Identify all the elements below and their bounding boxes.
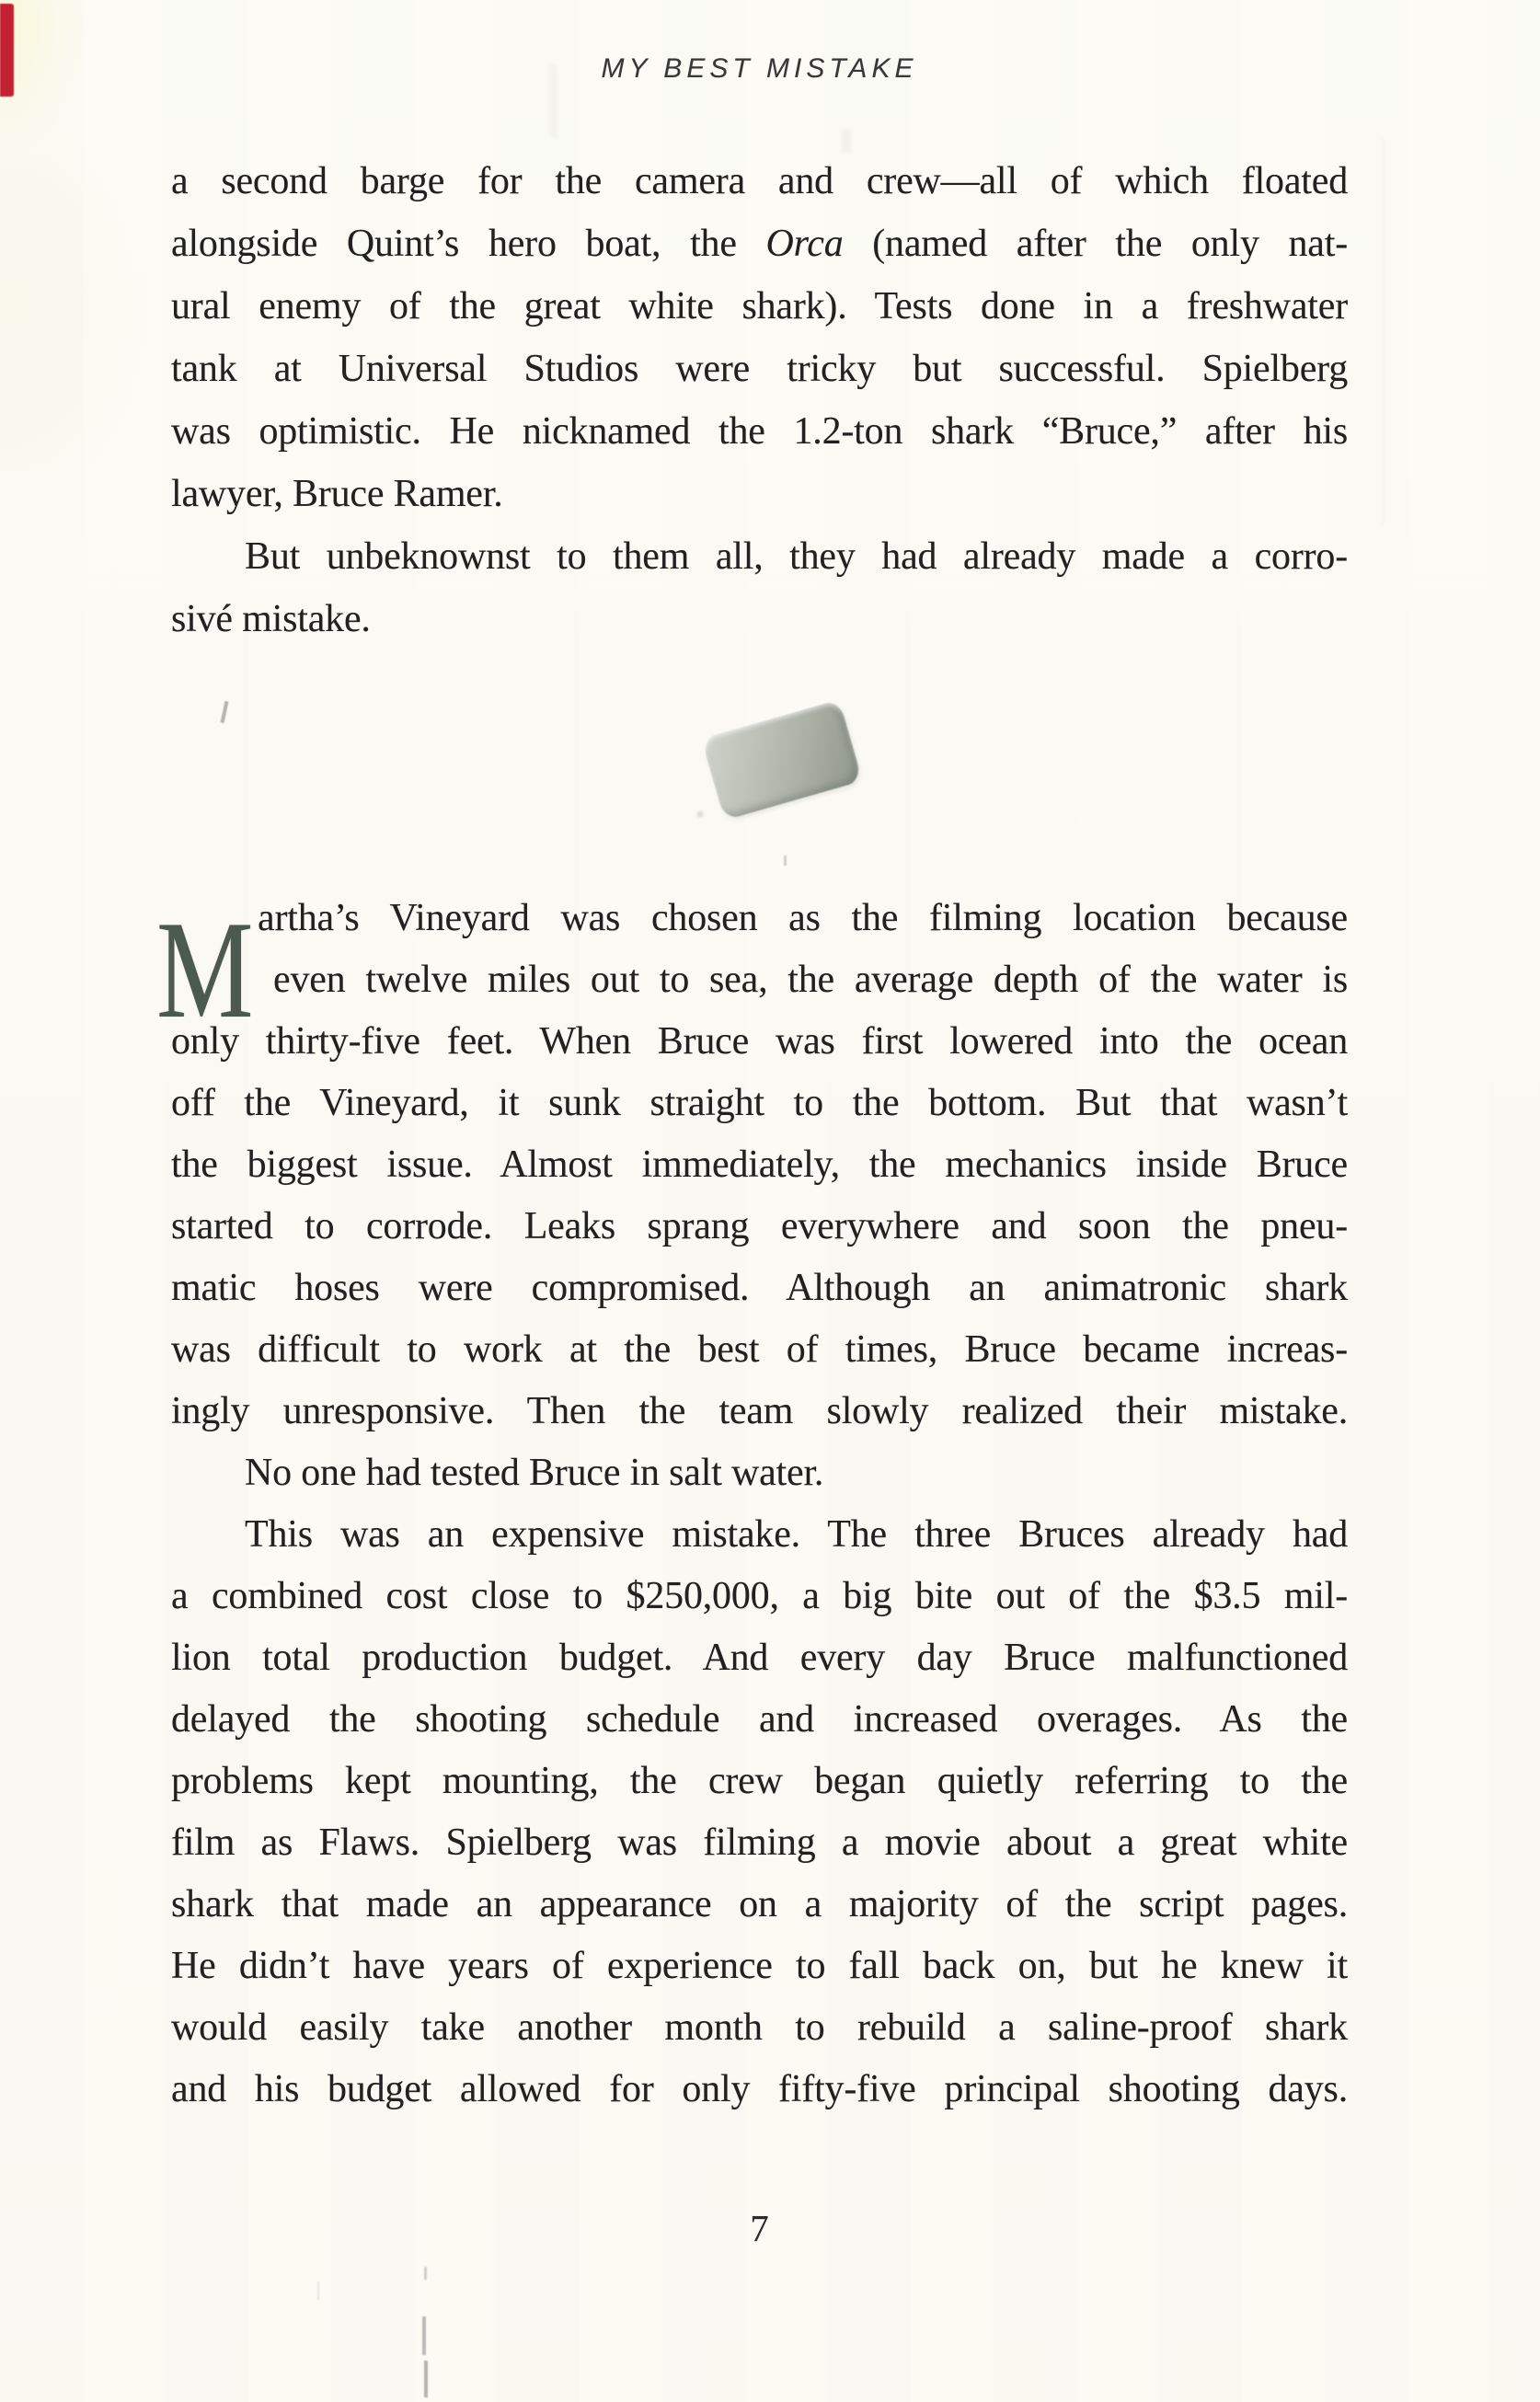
scan-artifact-streak — [1382, 138, 1385, 524]
drop-cap-letter: M — [156, 892, 254, 1047]
text-line — [171, 888, 1348, 949]
italic-book-title: Orca — [765, 223, 844, 265]
text-segment: would easily take another month to rebuild a saline-proof shark — [171, 2006, 1348, 2049]
text-segment: the biggest issue. Almost immediately, the mechanics inside Bruce — [171, 1144, 1348, 1186]
text-segment: was difficult to work at the best of times, Bruce became increas- — [171, 1328, 1348, 1371]
text-line — [171, 1381, 1348, 1442]
text-segment: only thirty-five feet. When Bruce was first lowered into the ocean — [171, 1020, 1348, 1063]
text-segment: off the Vineyard, it sunk straight to the bottom. But that wasn’t — [171, 1082, 1348, 1124]
text-segment: alongside Quint’s hero boat, the — [171, 223, 766, 265]
text-segment: started to corrode. Leaks sprang everywhere and soon the pneu- — [171, 1205, 1348, 1247]
text-segment: No one had tested Bruce in salt water. — [245, 1452, 824, 1494]
text-line — [171, 1566, 1348, 1627]
scan-artifact-tick — [221, 701, 229, 723]
scan-artifact-dash — [424, 2361, 428, 2397]
text-segment: matic hoses were compromised. Although an animatronic shark — [171, 1267, 1348, 1309]
text-line — [171, 1442, 1348, 1504]
text-segment: film as Flaws. Spielberg was filming a movie about a great white — [171, 1822, 1348, 1864]
scan-artifact-smudge — [550, 64, 557, 138]
text-segment: He didn’t have years of experience to fall back on, but he knew it — [171, 1945, 1348, 1987]
text-segment: ingly unresponsive. Then the team slowly realized their mistake. — [171, 1390, 1348, 1432]
page-number: 7 — [750, 2207, 769, 2249]
scan-artifact-dash — [317, 2281, 319, 2300]
text-segment: a second barge for the camera and crew—all of which floated — [171, 160, 1348, 202]
section-divider-eraser-image — [701, 699, 862, 820]
text-line — [171, 949, 1348, 1011]
text-segment: But unbeknownst to them all, they had already made a corro- — [245, 535, 1348, 578]
text-line — [171, 400, 1348, 463]
running-header: MY BEST MISTAKE — [601, 53, 918, 84]
text-segment: tank at Universal Studios were tricky but successful. Spielberg — [171, 348, 1348, 390]
text-line — [171, 1689, 1348, 1751]
text-segment: ural enemy of the great white shark). Tests done in a freshwater — [171, 285, 1348, 328]
text-line — [171, 1134, 1348, 1196]
text-line — [171, 1319, 1348, 1381]
scan-artifact-dash — [424, 2267, 427, 2280]
text-segment: lawyer, Bruce Ramer. — [171, 473, 503, 515]
text-line — [171, 1073, 1348, 1134]
text-segment: a combined cost close to $250,000, a big bite out of the $3.5 mil- — [171, 1575, 1348, 1617]
text-segment: problems kept mounting, the crew began quietly referring to the — [171, 1760, 1348, 1802]
text-line — [171, 2059, 1348, 2120]
text-segment: artha’s Vineyard was chosen as the filming location because — [258, 897, 1348, 939]
text-segment: sivé mistake. — [171, 598, 371, 640]
text-line — [171, 463, 1348, 525]
text-line — [171, 275, 1348, 338]
text-segment: and his budget allowed for only fifty-five principal shooting days. — [171, 2068, 1348, 2110]
text-segment: delayed the shooting schedule and increased overages. As the — [171, 1698, 1348, 1741]
text-block-a — [171, 150, 1348, 650]
text-line — [171, 1011, 1348, 1073]
text-line — [171, 1504, 1348, 1566]
text-line — [171, 1627, 1348, 1689]
text-segment: This was an expensive mistake. The three Bruces already had — [245, 1513, 1348, 1556]
text-line — [171, 338, 1348, 400]
text-line — [171, 525, 1348, 588]
text-line — [171, 1936, 1348, 1997]
text-line — [171, 150, 1348, 213]
scan-artifact-dash — [422, 2316, 426, 2355]
text-line — [171, 588, 1348, 650]
scan-speck — [784, 856, 787, 866]
scan-artifact-smudge — [842, 129, 851, 153]
scan-artifact-red-strip — [0, 4, 14, 97]
text-line — [171, 1812, 1348, 1874]
text-segment: lion total production budget. And every day Bruce malfunctioned — [171, 1637, 1348, 1679]
text-line — [171, 1196, 1348, 1258]
text-line — [171, 1751, 1348, 1812]
text-segment: shark that made an appearance on a majority of the script pages. — [171, 1883, 1348, 1925]
text-block-b — [171, 888, 1348, 2120]
text-line — [171, 1258, 1348, 1319]
text-line — [171, 1874, 1348, 1936]
text-segment: was optimistic. He nicknamed the 1.2-ton shark “Bruce,” after his — [171, 410, 1348, 453]
text-line — [171, 1997, 1348, 2059]
scan-speck — [697, 811, 703, 817]
text-segment: even twelve miles out to sea, the average depth of the water is — [273, 959, 1348, 1001]
text-line — [171, 213, 1348, 275]
text-segment: (named after the only nat- — [843, 223, 1348, 265]
